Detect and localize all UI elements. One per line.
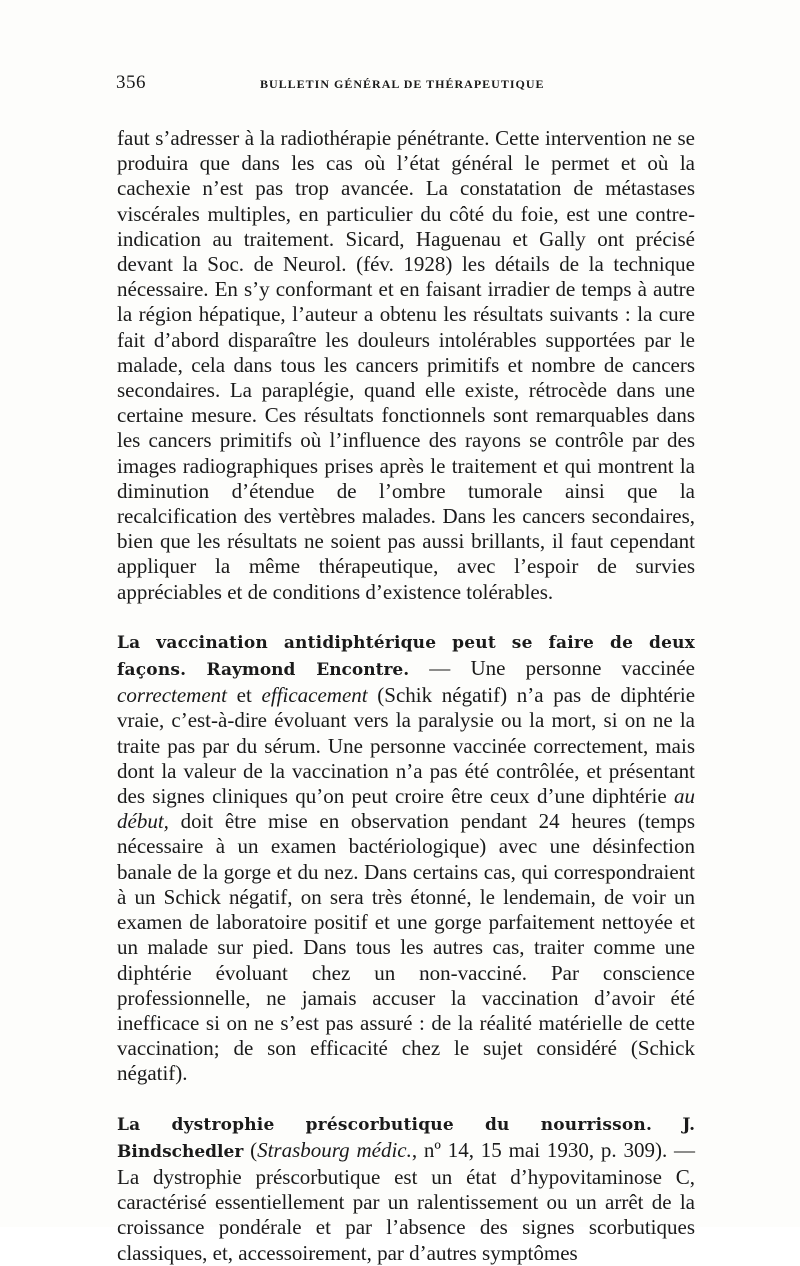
paragraph-text: , nº 14, 15 mai 1930, p. 309). — La dystrophie préscorbutique est un état d’hypovitaminose C, caractérisé essentiellement par un ralentissement ou un arrêt de la croissance pondérale et par l’absence des signes scorbutiques classiques, et, accessoirement, par d’autres symptômes	[117, 1137, 695, 1265]
emphasis-text: efficacement	[261, 683, 368, 708]
paragraph-diphtheria-vaccination	[117, 629, 695, 1087]
article-author: Raymond Encontre.	[206, 660, 410, 681]
article-title: La vaccination antidiphtérique peut se faire de deux façons.	[117, 632, 695, 681]
page-number: 356	[116, 72, 146, 93]
page-body	[117, 126, 695, 1266]
article-author: J. Bindschedler	[117, 1114, 695, 1162]
article-title: La dystrophie préscorbutique du nourrisson.	[117, 1114, 653, 1135]
paragraph-prescorbutic-dystrophy	[117, 1111, 695, 1266]
paragraph-radiotherapy	[117, 126, 695, 605]
paragraph-text: faut s’adresser à la radiothérapie pénétrante. Cette intervention ne se produira que dans les cas où l’état général le permet et où la cachexie n’est pas trop avancée. La constatation de métastases viscérales multiples, en particulier du côté du foie, est une contre-indication au traitement. Sicard, Haguenau et Gally ont précisé devant la Soc. de Neurol. (fév. 1928) les détails de la technique nécessaire. En s’y conformant et en faisant irradier de temps à autre la région hépatique, l’auteur a obtenu les résultats suivants : la cure fait d’abord disparaître les douleurs intolérables supportées par le malade, cela dans tous les cancers primitifs et nombre de cancers secondaires. La paraplégie, quand elle existe, rétrocède dans une certaine mesure. Ces résultats fonctionnels sont remarquables dans les cancers primitifs où l’influence des rayons se contrôle par des images radiographiques prises après le traitement et qui montrent la diminution d’étendue de l’ombre tumorale ainsi que la recalcification des vertèbres malades. Dans les cancers secondaires, bien que les résultats ne soient pas aussi brillants, il faut cependant appliquer la même thérapeutique, avec l’espoir de survies appréciables et de conditions d’existence tolérables.	[117, 126, 695, 604]
paragraph-text: (	[243, 1137, 258, 1162]
emphasis-text: au début,	[117, 784, 695, 834]
running-head: BULLETIN GÉNÉRAL DE THÉRAPEUTIQUE	[260, 77, 545, 91]
paragraph-text: et	[227, 683, 262, 708]
page-header	[116, 72, 696, 102]
paragraph-text: — Une personne vaccinée	[409, 656, 695, 681]
emphasis-text: correctement	[117, 683, 228, 708]
paragraph-text: doit être mise en observation pendant 24 heures (temps nécessaire à un examen bactériologique) avec une désinfection banale de la gorge et du nez. Dans certains cas, qui correspondraient à un Schick négatif, on sera très étonné, le lendemain, de voir un examen de laboratoire positif et une gorge parfaitement nettoyée et un malade sur pied. Dans tous les autres cas, traiter comme une diphtérie évoluant chez un non-vacciné. Par conscience professionnelle, ne jamais accuser la vaccination d’avoir été inefficace si on ne s’est pas assuré : de la réalité matérielle de cette vaccination; de son efficacité chez le sujet considéré (Schick négatif).	[117, 809, 695, 1086]
journal-name: Strasbourg médic.	[257, 1137, 412, 1162]
paragraph-text: (Schik négatif) n’a pas de diphtérie vraie, c’est-à-dire évoluant vers la paralysie ou la mort, si on ne la traite pas par du sérum. Une personne vaccinée correctement, mais dont la valeur de la vaccination n’a pas été contrôlée, et présentant des signes cliniques qu’on peut croire être ceux d’une diphtérie	[117, 683, 696, 809]
